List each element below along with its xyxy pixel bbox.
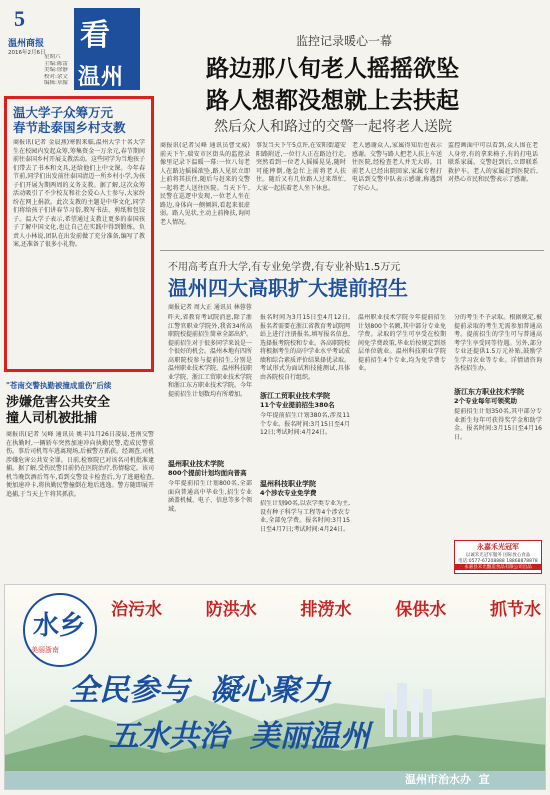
school-plan: 4个涉农专业免学费 [260, 489, 317, 497]
school-name: 温州职业技术学院 [168, 460, 224, 468]
main-story-byline: 商报记者 周大正 通讯员 林蓉蓉 [168, 304, 252, 311]
school-block [260, 392, 350, 472]
divider [160, 250, 544, 251]
school-text: 招生计划90名,以农学类专业为主,设有种子科学与工程等4个涉农专业,全部免学费。报名时间:3月15日至4月7日;考试时间:4月24日。 [260, 500, 350, 533]
top-story-col-4: 监控画面中可以看到,众人围在老人身旁,有的拿来椅子,有的打电话联系家属。交警赶到后,立即联系救护车。老人的家属赶到医院后,对热心市民和民警表示了感谢。 [448, 142, 538, 183]
school-name: 浙江工贸职业技术学院 [260, 392, 330, 400]
mid-left-kicker: "苍南交警执勤被撞成重伤"后续 [6, 381, 112, 390]
brand-script: 水乡 [33, 611, 86, 641]
main-story-col-3: 温州职业技术学院今年提前招生计划800个名额,其中部分专业免学费。录取的学生可享受在校期间免学费政策,毕业后按规定到基层单位就业。温州科技职业学院提前招生4个专业,均为免学费专业。 [358, 314, 446, 372]
top-story-headline-2: 路人想都没想就上去扶起 [206, 88, 459, 114]
school-block [260, 480, 350, 566]
school-text: 今年提前招生计划380名,涉及11个专业。报名时间:3月15日至4月12日;考试时间:4月24日。 [260, 412, 350, 436]
small-ad [454, 540, 542, 574]
top-story-col-2: 事发当天下午5点许,在安阳街道安阳路附近,一位行人正在路边行走,突然看到一位老人摇摇晃晃,随时可能摔倒,他急忙上前将老人扶住。随后又有几位路人过来帮忙,大家一起扶着老人坐下休息。 [256, 142, 346, 192]
meta-line: 校对:余文 [44, 73, 68, 80]
left-story-headline-2: 春节赴泰国乡村支教 [13, 120, 126, 135]
mid-left-body: 商报讯(记者 吴峰 通讯员 姚丰)1月26日凌晨,苍南交警在执勤时,一辆轿车突然加速冲向执勤民警,造成民警重伤。事后司机驾车逃离现场,后被警方抓获。经调查,司机涉嫌危害公共安全罪。日前,检察院已对该名司机批准逮捕。据了解,受伤民警目前仍在医院治疗,伤情稳定。该司机当晚饮酒后驾车,看到交警设卡检查后,为了逃避检查,便加速冲卡,将执勤民警撞倒在地后逃逸。警方随即展开追捕,于当天上午将其抓获。 [6, 431, 154, 498]
slogan-item: 保供水 [395, 600, 447, 620]
top-story [160, 4, 544, 248]
top-story-col-3: 老人感谢众人,家属得知后也表示感谢。交警与路人把老人扶上车送往医院,经检查老人并无大碍。目前老人已经出院回家,家属专程打电话到交警中队表示感谢,称遇到了好心人。 [352, 142, 442, 192]
main-story-headline: 温州四大高职扩大提前招生 [168, 276, 408, 300]
mid-left-story [6, 380, 154, 570]
slogan-item: 排涝水 [300, 600, 352, 620]
left-story-body: 商报讯(记者 金晨燕)寒假来临,温州大学十名大学生在校园内发起众筹,筹集资金一万余元,春节期间前往泰国乡村开展支教活动。这些同学为当地孩子们带去了书本和文具,还给他们上中文课。今年春节前,同学们出发前往泰国清迈一所乡村小学,为孩子们开展为期两周的义务支教。据了解,这次众筹活动吸引了不少校友和社会爱心人士参与,大家纷纷在网上捐款。此次支教的主题是中华文化,同学们将给孩子们讲春节习俗,教写书法、剪纸和包饺子。温大学子表示,希望通过支教让更多的泰国孩子了解中国文化,也让自己在实践中得到锻炼。负责人小林说,团队在出发前做了充分准备,编写了教案,还准备了很多小礼物。 [13, 139, 145, 248]
school-plan: 800个提前计划均面向普高 [168, 469, 247, 477]
main-story-col-4: 分的考生不予录取。根据规定,被提前录取的考生无需参加普通高考。提前招生的学生可与普通高考学生享受同等待遇。另外,部分专业还提供1.5万元补贴,鼓励学生学习农业等专业。详情请咨询各校招生办。 [454, 314, 542, 372]
school-name: 温州科技职业学院 [260, 480, 316, 488]
mid-left-headline-1: 涉嫌危害公共安全 [6, 395, 111, 410]
school-block [168, 460, 252, 556]
school-plan: 2个专业每年可领奖助 [454, 397, 518, 405]
school-text: 今年提前招生计划800名,全部面向普通高中毕业生,招生专业涵盖机械、电子、信息等多个领域。 [168, 480, 252, 513]
top-story-col-1: 商报讯(记者吴峰 通讯员曹文威)前天下午,瑞安市区街头的监控录像里记录下温暖一幕:一位八旬老人在路边摇摇欲坠,路人见状立即上前将其扶住,随后与赶来的交警一起将老人送往医院。当天下午,民警在巡逻中发现,一位老人坐在路边,身体向一侧倾斜,看起来很虚弱。路人见状,主动上前搀扶,询问老人情况。 [160, 142, 250, 226]
main-story-col-1: 昨天,省教育考试院消息,除了浙江警官职业学院外,我省34所高职院校提前招生简章全部出炉。提前招生对于很多同学来说是一个很好的机会。温州本地有四所高职院校参与提前招生,分别是温州职业技术学院、温州科技职业学院、浙江工贸职业技术学院和浙江东方职业技术学院。今年提前招生计划数均有所增加。 [168, 314, 252, 398]
top-story-kicker: 监控记录暖心一幕 [296, 34, 393, 48]
main-story-col-2: 报名时间为3月15日至4月12日,报名者需要在浙江省教育考试院网站上进行注册报名,填写报名信息,选择报考院校和专业。各高职院校将根据考生的高中学业水平考试成绩和综合素质评价结果择优录取。考试形式为面试和技能测试,具体由各院校自行组织。 [260, 314, 350, 381]
school-name: 浙江东方职业技术学院 [454, 388, 524, 396]
top-story-headline-1: 路边那八旬老人摇摇欲坠 [206, 56, 459, 82]
top-story-subhead: 然后众人和路过的交警一起将老人送院 [214, 119, 452, 135]
main-story [164, 254, 544, 578]
ad-brand: 永嘉禾光冠军 [477, 543, 519, 551]
meta-block [44, 54, 72, 87]
banner-credit: 温州市治水办 宣 [405, 773, 490, 786]
ad-company: 永嘉县禾光酿造食品有限公司出品 [455, 564, 541, 570]
slogan-line-1: 全民参与 凝心聚力 [69, 673, 330, 708]
section-name: 温州 [78, 65, 125, 90]
water-banner [4, 584, 546, 790]
brand-small: 美丽浙南 [31, 646, 59, 654]
issue-date: 2016年2月6日 [8, 50, 46, 56]
meta-line: 星期六 [44, 54, 61, 60]
meta-line: 美编:徐静 [44, 67, 68, 73]
ad-phone: 电话:0577-67208888 18868878878 [458, 559, 538, 564]
paper-name: 温州商报 [8, 39, 45, 49]
school-plan: 11个专业提前招生380名 [260, 401, 335, 409]
school-block [454, 388, 542, 478]
meta-line: 编辑:章朦 [44, 80, 68, 86]
school-text: 提前招生计划350名,其中部分专业新生每年可获得奖学金和助学金。报名时间:3月15日至4月16日。 [454, 408, 542, 441]
left-story-box [4, 96, 154, 372]
meta-line: 主编:陈雷 [44, 60, 68, 67]
ad-line: 以诚禾光冠军服务 国际放心食品 [465, 553, 531, 558]
masthead [4, 4, 154, 90]
left-story-headline-1: 温大学子众筹万元 [13, 105, 114, 120]
section-logo [74, 8, 140, 90]
slogan-top-row [111, 595, 541, 620]
section-big-char: 看 [80, 19, 110, 52]
brand-emblem [23, 593, 97, 667]
page-number: 5 [14, 6, 25, 31]
slogan-item: 治污水 [111, 600, 162, 620]
slogan-item: 抓节水 [490, 600, 541, 620]
main-story-kicker: 不用高考直升大学,有专业免学费,有专业补贴1.5万元 [168, 262, 401, 273]
mid-left-headline-2: 撞人司机被批捕 [6, 411, 98, 426]
slogan-line-2: 五水共治 美丽温州 [109, 719, 370, 754]
slogan-item: 防洪水 [205, 600, 257, 620]
